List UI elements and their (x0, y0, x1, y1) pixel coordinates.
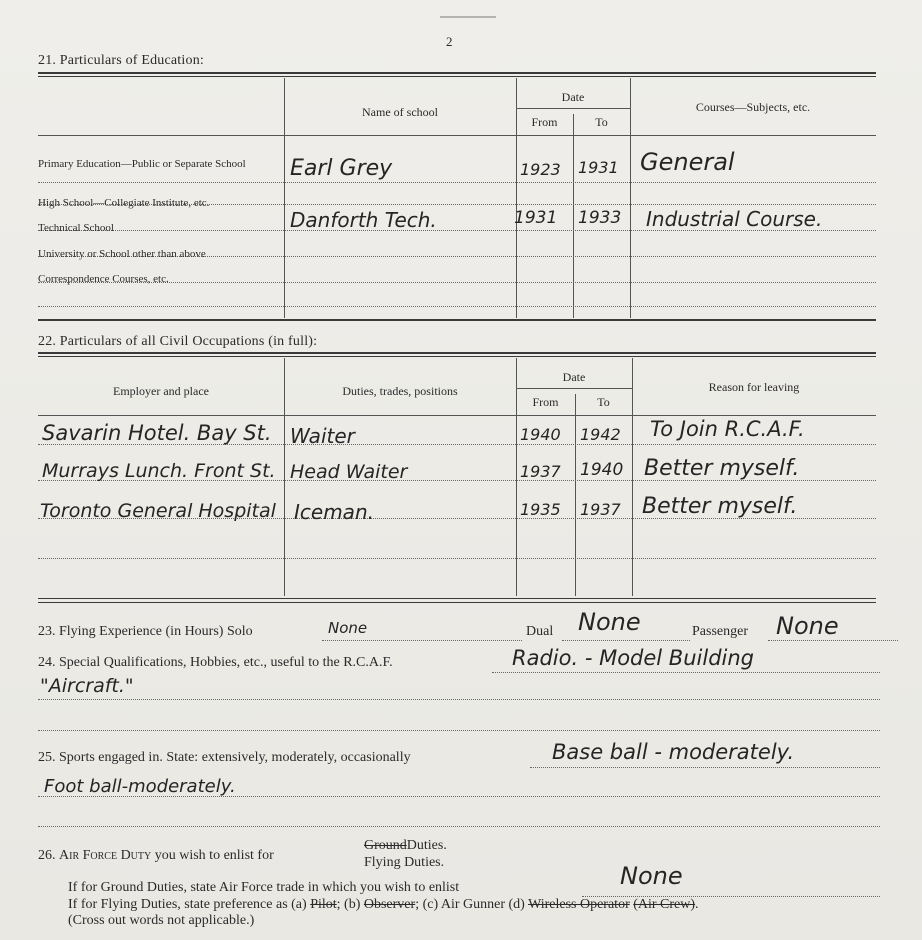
header-from: From (531, 115, 558, 129)
header-occ-to: To (597, 395, 610, 409)
ground-trade-label: If for Ground Duties, state Air Force trade in which you wish to enlist (68, 880, 460, 895)
edu-row-label-primary: Primary Education—Public or Separate School (38, 158, 246, 170)
flying-dual-label: Dual (526, 624, 554, 639)
header-date: Date (561, 90, 585, 104)
occ-row1-from: 1940 (520, 425, 561, 444)
edu-row-label-technical: Technical School (38, 222, 114, 234)
edu-primary-to: 1931 (578, 158, 619, 177)
occ-row3-to: 1937 (580, 500, 621, 519)
flying-passenger-value: None (776, 612, 839, 640)
occ-row1-duties: Waiter (290, 424, 355, 448)
occ-row2-from: 1937 (520, 462, 561, 481)
qualifications-label: 24. Special Qualifications, Hobbies, etc., useful to the R.C.A.F. (38, 655, 393, 670)
occ-row1-to: 1942 (580, 425, 621, 444)
occ-row2-duties: Head Waiter (290, 461, 408, 483)
edu-row-label-university: University or School other than above (38, 248, 206, 260)
header-employer: Employer and place (113, 384, 209, 398)
air-force-duty-label: 26. Air Force Duty you wish to enlist for (38, 848, 274, 863)
occupations-section-title: 22. Particulars of all Civil Occupations (in full): (38, 334, 318, 349)
education-section-title: 21. Particulars of Education: (38, 53, 204, 68)
header-occ-from: From (532, 395, 559, 409)
ground-duties-option: GroundDuties. (364, 838, 447, 853)
sports-line2: Foot ball-moderately. (44, 776, 236, 797)
sports-line1: Base ball - moderately. (552, 740, 795, 764)
flying-label: 23. Flying Experience (in Hours) Solo (38, 624, 253, 639)
header-courses: Courses—Subjects, etc. (695, 100, 811, 114)
section-rule (38, 76, 876, 77)
flying-duties-option: Flying Duties. (364, 855, 445, 870)
edu-technical-school: Danforth Tech. (290, 208, 437, 232)
header-name-of-school: Name of school (362, 105, 438, 119)
occ-row3-duties: Iceman. (294, 500, 374, 524)
occ-row2-reason: Better myself. (644, 456, 800, 481)
edu-technical-to: 1933 (578, 208, 622, 228)
edu-row-label-correspondence: Correspondence Courses, etc. (38, 273, 169, 285)
edu-row-label-high-school: High School—Collegiate Institute, etc. (38, 197, 210, 209)
edu-technical-courses: Industrial Course. (646, 207, 823, 231)
cross-out-note: (Cross out words not applicable.) (68, 913, 255, 928)
occ-row1-reason: To Join R.C.A.F. (650, 417, 805, 441)
sports-label: 25. Sports engaged in. State: extensively, moderately, occasionally (38, 750, 411, 765)
edu-primary-from: 1923 (520, 160, 561, 179)
flying-dual-value: None (578, 608, 641, 636)
edu-primary-school: Earl Grey (290, 156, 393, 181)
edu-primary-courses: General (640, 148, 735, 176)
flying-preference-line: If for Flying Duties, state preference as (a) Pilot; (b) Observer; (c) Air Gunner (d) Wireless Operator (Air Crew). (68, 897, 699, 912)
occ-row3-from: 1935 (520, 500, 561, 519)
occ-row1-employer: Savarin Hotel. Bay St. (42, 421, 272, 445)
flying-passenger-label: Passenger (692, 624, 748, 639)
qualifications-line2: "Aircraft." (40, 675, 134, 697)
header-reason: Reason for leaving (708, 380, 800, 394)
qualifications-line1: Radio. - Model Building (512, 646, 754, 670)
page-number: 2 (446, 34, 453, 49)
edu-technical-from: 1931 (514, 208, 558, 228)
top-mark (440, 16, 496, 18)
occ-row2-employer: Murrays Lunch. Front St. (42, 460, 276, 482)
section-rule (38, 72, 876, 74)
flying-solo-value: None (328, 619, 368, 637)
ground-trade-value: None (620, 862, 683, 890)
occ-row3-reason: Better myself. (642, 494, 798, 519)
occ-row3-employer: Toronto General Hospital (40, 500, 276, 522)
occ-row2-to: 1940 (580, 460, 624, 480)
header-to: To (595, 115, 608, 129)
header-duties: Duties, trades, positions (342, 384, 458, 398)
header-occ-date: Date (562, 370, 586, 384)
